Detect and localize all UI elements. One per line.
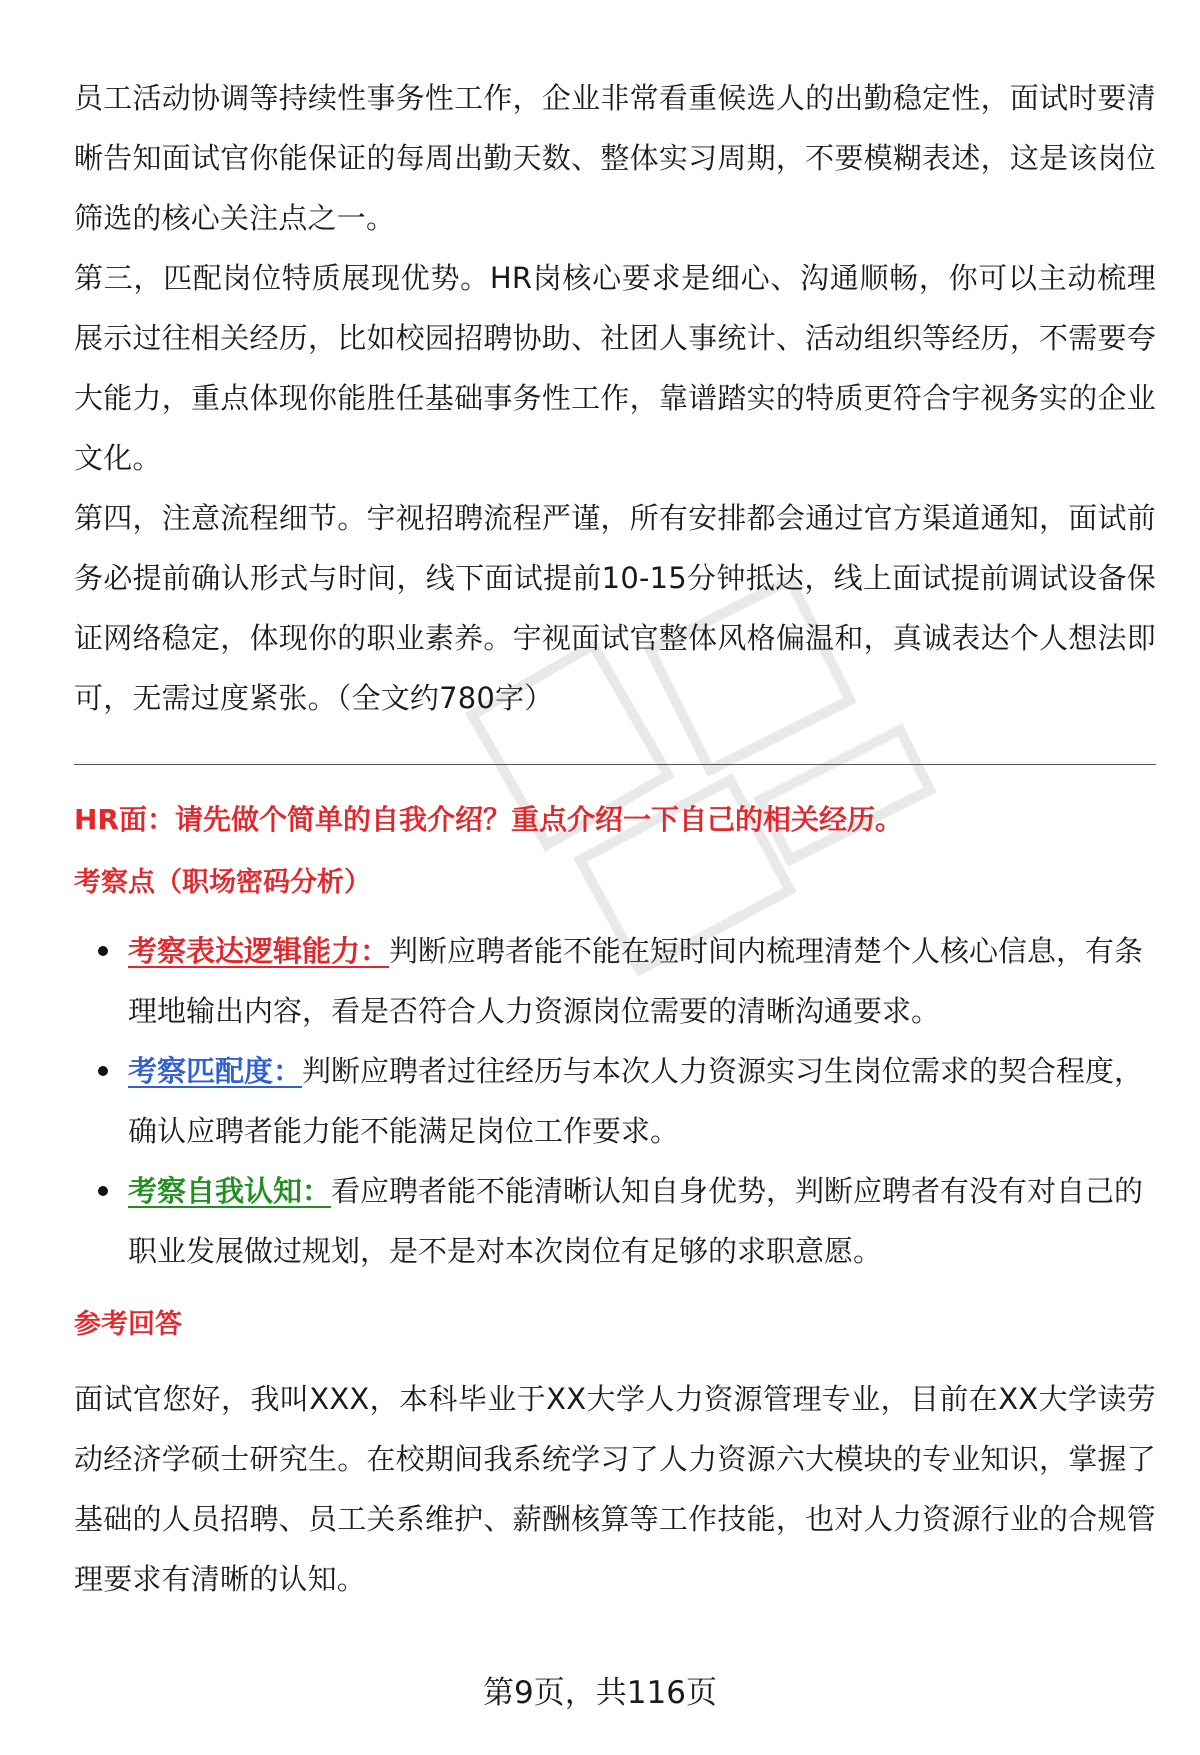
exam-point-key: 考察匹配度：: [128, 1054, 303, 1088]
exam-point-text: 判断应聘者能不能在短时间内梳理清楚个人核心信息，有条理地输出内容，看是否符合人力资源岗位需要的清晰沟通要求。: [128, 934, 1144, 1028]
intro-paragraph-2: 第三，匹配岗位特质展现优势。HR岗核心要求是细心、沟通顺畅，你可以主动梳理展示过往相关经历，比如校园招聘协助、社团人事统计、活动组织等经历，不需要夸大能力，重点体现你能胜任基础事务性工作，靠谱踏实的特质更符合宇视务实的企业文化。: [74, 261, 1156, 475]
page-content: [74, 68, 1156, 1609]
exam-points-title: 考察点（职场密码分析）: [74, 867, 371, 898]
bullet-dot-icon: [98, 1066, 108, 1076]
exam-point-item: [74, 921, 1156, 1041]
exam-point-item: [74, 1041, 1156, 1161]
section-divider: [74, 764, 1156, 765]
bullet-dot-icon: [98, 1186, 108, 1196]
exam-point-text: 看应聘者能不能清晰认知自身优势，判断应聘者有没有对自己的职业发展做过规划，是不是对本次岗位有足够的求职意愿。: [128, 1174, 1144, 1268]
bullet-dot-icon: [98, 946, 108, 956]
exam-point-key: 考察表达逻辑能力：: [128, 934, 390, 968]
answer-paragraph: 面试官您好，我叫XXX，本科毕业于XX大学人力资源管理专业，目前在XX大学读劳动经济学硕士研究生。在校期间我系统学习了人力资源六大模块的专业知识，掌握了基础的人员招聘、员工关系维护、薪酬核算等工作技能，也对人力资源行业的合规管理要求有清晰的认知。: [74, 1382, 1156, 1596]
exam-point-key: 考察自我认知：: [128, 1174, 332, 1208]
exam-point-item: [74, 1161, 1156, 1281]
page-footer: 第9页，共116页: [483, 1675, 717, 1711]
answer-title: 参考回答: [74, 1309, 182, 1340]
exam-point-text: 判断应聘者过往经历与本次人力资源实习生岗位需求的契合程度，确认应聘者能力能不能满足岗位工作要求。: [128, 1054, 1144, 1148]
intro-paragraph-1: 员工活动协调等持续性事务性工作，企业非常看重候选人的出勤稳定性，面试时要清晰告知面试官你能保证的每周出勤天数、整体实习周期，不要模糊表述，这是该岗位筛选的核心关注点之一。: [74, 81, 1156, 235]
intro-paragraph-3: 第四，注意流程细节。宇视招聘流程严谨，所有安排都会通过官方渠道通知，面试前务必提前确认形式与时间，线下面试提前10-15分钟抵达，线上面试提前调试设备保证网络稳定，体现你的职业素养。宇视面试官整体风格偏温和，真诚表达个人想法即可，无需过度紧张。（全文约780字）: [74, 501, 1156, 715]
interview-question: HR面：请先做个简单的自我介绍？重点介绍一下自己的相关经历。: [74, 803, 903, 836]
exam-points-list: [74, 921, 1156, 1281]
